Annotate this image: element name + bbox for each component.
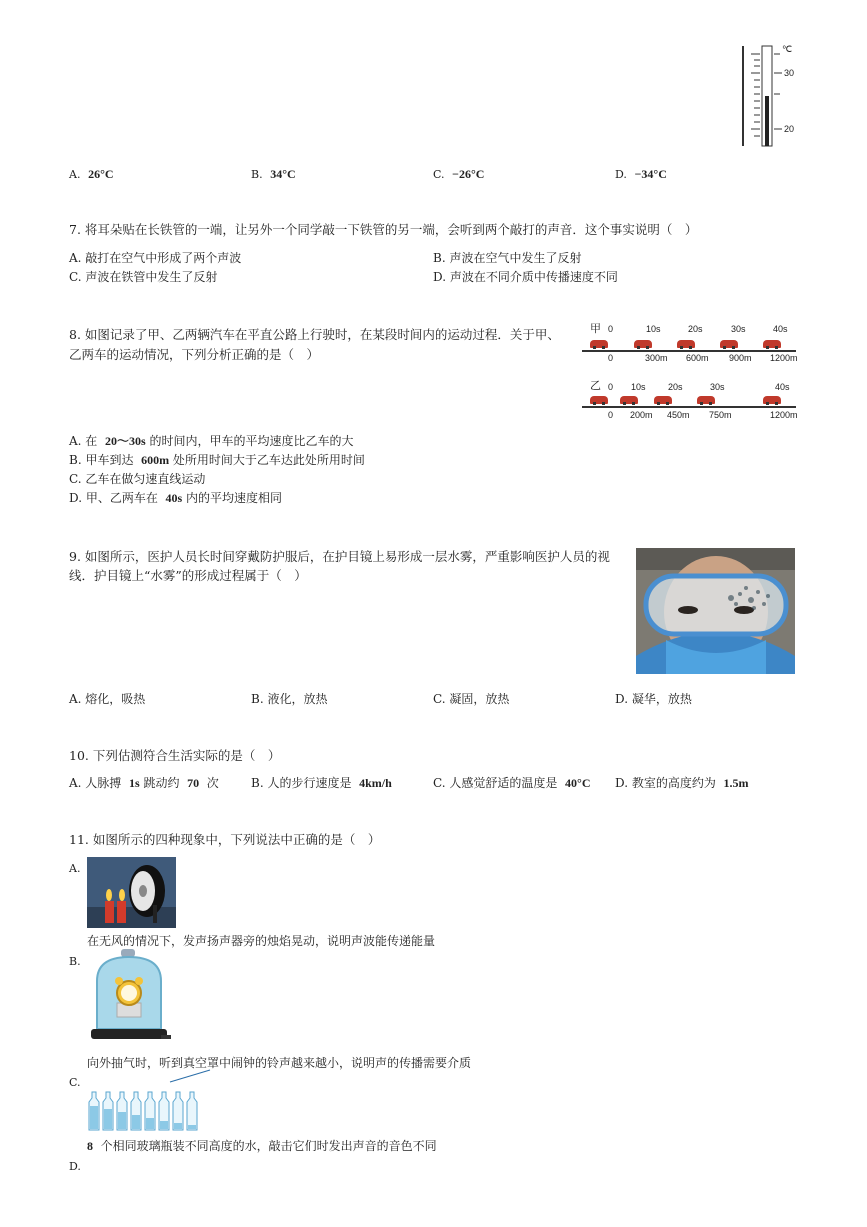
yi-dist-2: 450m [667, 410, 690, 420]
q10-option-a[interactable]: A. 人脉搏 1s 跳动约 70 次 [69, 776, 219, 790]
q8-stem-line1: 8. 如图记录了甲、乙两辆汽车在平直公路上行驶时，在某段时间内的运动过程．关于甲、 [69, 327, 560, 342]
q7-option-c[interactable]: C. 声波在铁管中发生了反射 [69, 270, 218, 284]
jia-dist-2: 600m [686, 353, 709, 363]
q6-option-a[interactable]: A. 26°C [69, 167, 114, 181]
jia-time-2: 20s [688, 324, 703, 334]
jia-car [590, 340, 608, 348]
jia-car [720, 340, 738, 348]
q10-option-c[interactable]: C. 人感觉舒适的温度是 40°C [433, 776, 591, 790]
q11-option-c-letter[interactable]: C. [69, 1076, 81, 1089]
car-motion-figure [582, 320, 804, 426]
thermo-unit: ℃ [782, 44, 793, 54]
q6-option-b[interactable]: B. 34°C [251, 167, 296, 181]
q7-option-d[interactable]: D. 声波在不同介质中传播速度不同 [433, 270, 618, 284]
yi-dist-3: 750m [709, 410, 732, 420]
q9-stem-line1: 9. 如图所示，医护人员长时间穿戴防护服后，在护目镜上易形成一层水雾，严重影响医护人员的视 [69, 549, 610, 564]
q11-option-c-text[interactable]: 8 个相同玻璃瓶装不同高度的水，敲击它们时发出声音的音色不同 [87, 1139, 437, 1153]
q11-option-b-letter[interactable]: B. [69, 955, 81, 968]
yi-dist-0: 0 [608, 410, 614, 420]
q8-option-d[interactable]: D. 甲、乙两车在 40s 内的平均速度相同 [69, 491, 282, 505]
glass-bottles-figure [88, 1068, 212, 1134]
jia-car [763, 340, 781, 348]
jia-time-1: 10s [646, 324, 661, 334]
jia-dist-3: 900m [729, 353, 752, 363]
jia-time-0: 0 [608, 324, 614, 334]
yi-time-1: 10s [631, 382, 646, 392]
jia-road [582, 350, 796, 352]
q11-stem: 11. 如图所示的四种现象中，下列说法中正确的是（ ） [69, 832, 381, 847]
yi-time-3: 30s [710, 382, 725, 392]
vacuum-bell-jar-photo [87, 949, 173, 1049]
speaker-candle-photo [87, 857, 176, 928]
q8-stem-line2: 乙两车的运动情况，下列分析正确的是（ ） [69, 347, 320, 362]
jia-car [634, 340, 652, 348]
q10-stem: 10. 下列估测符合生活实际的是（ ） [69, 748, 281, 763]
q6-option-d[interactable]: D. −34°C [615, 167, 667, 181]
yi-car [654, 396, 672, 404]
yi-dist-4: 1200m [770, 410, 798, 420]
yi-car [590, 396, 608, 404]
q9-option-a[interactable]: A. 熔化，吸热 [69, 692, 146, 706]
goggles-photo [636, 548, 795, 674]
jia-dist-1: 300m [645, 353, 668, 363]
yi-time-4: 40s [775, 382, 790, 392]
q11-option-b-text[interactable]: 向外抽气时，听到真空罩中闹钟的铃声越来越小，说明声的传播需要介质 [87, 1056, 472, 1070]
q9-option-d[interactable]: D. 凝华，放热 [615, 692, 692, 706]
jia-dist-4: 1200m [770, 353, 798, 363]
jia-car [677, 340, 695, 348]
q11-option-a-letter[interactable]: A. [69, 862, 81, 875]
q6-option-c[interactable]: C. −26°C [433, 167, 485, 181]
thermo-tick-20: 20 [784, 124, 795, 134]
q9-option-b[interactable]: B. 液化，放热 [251, 692, 328, 706]
jia-time-4: 40s [773, 324, 788, 334]
q11-option-a-text[interactable]: 在无风的情况下，发声扬声器旁的烛焰晃动，说明声波能传递能量 [87, 934, 436, 948]
yi-road [582, 406, 796, 408]
jia-label: 甲 [590, 322, 601, 335]
jia-time-3: 30s [731, 324, 746, 334]
yi-time-0: 0 [608, 382, 614, 392]
q9-option-c[interactable]: C. 凝固，放热 [433, 692, 510, 706]
yi-dist-1: 200m [630, 410, 653, 420]
q10-option-d[interactable]: D. 教室的高度约为 1.5m [615, 776, 749, 790]
yi-car [697, 396, 715, 404]
q11-option-d-letter[interactable]: D. [69, 1160, 81, 1173]
q9-stem-line2: 线．护目镜上“水雾”的形成过程属于（ ） [69, 568, 307, 583]
yi-car [763, 396, 781, 404]
yi-car [620, 396, 638, 404]
q7-option-b[interactable]: B. 声波在空气中发生了反射 [433, 251, 582, 265]
yi-time-2: 20s [668, 382, 683, 392]
yi-label: 乙 [590, 379, 601, 392]
q8-option-c[interactable]: C. 乙车在做匀速直线运动 [69, 472, 206, 486]
q8-option-a[interactable]: A. 在 20～30s 的时间内，甲车的平均速度比乙车的大 [69, 434, 354, 448]
thermo-tick-30: 30 [784, 68, 795, 78]
thermometer-figure [738, 44, 798, 148]
q7-stem: 7. 将耳朵贴在长铁管的一端，让另外一个同学敲一下铁管的另一端，会听到两个敲打的声音．这个事实说明（ ） [69, 222, 698, 237]
q7-option-a[interactable]: A. 敲打在空气中形成了两个声波 [69, 251, 242, 265]
q8-option-b[interactable]: B. 甲车到达 600m 处所用时间大于乙车达此处所用时间 [69, 453, 365, 467]
q10-option-b[interactable]: B. 人的步行速度是 4km/h [251, 776, 392, 790]
jia-dist-0: 0 [608, 353, 614, 363]
